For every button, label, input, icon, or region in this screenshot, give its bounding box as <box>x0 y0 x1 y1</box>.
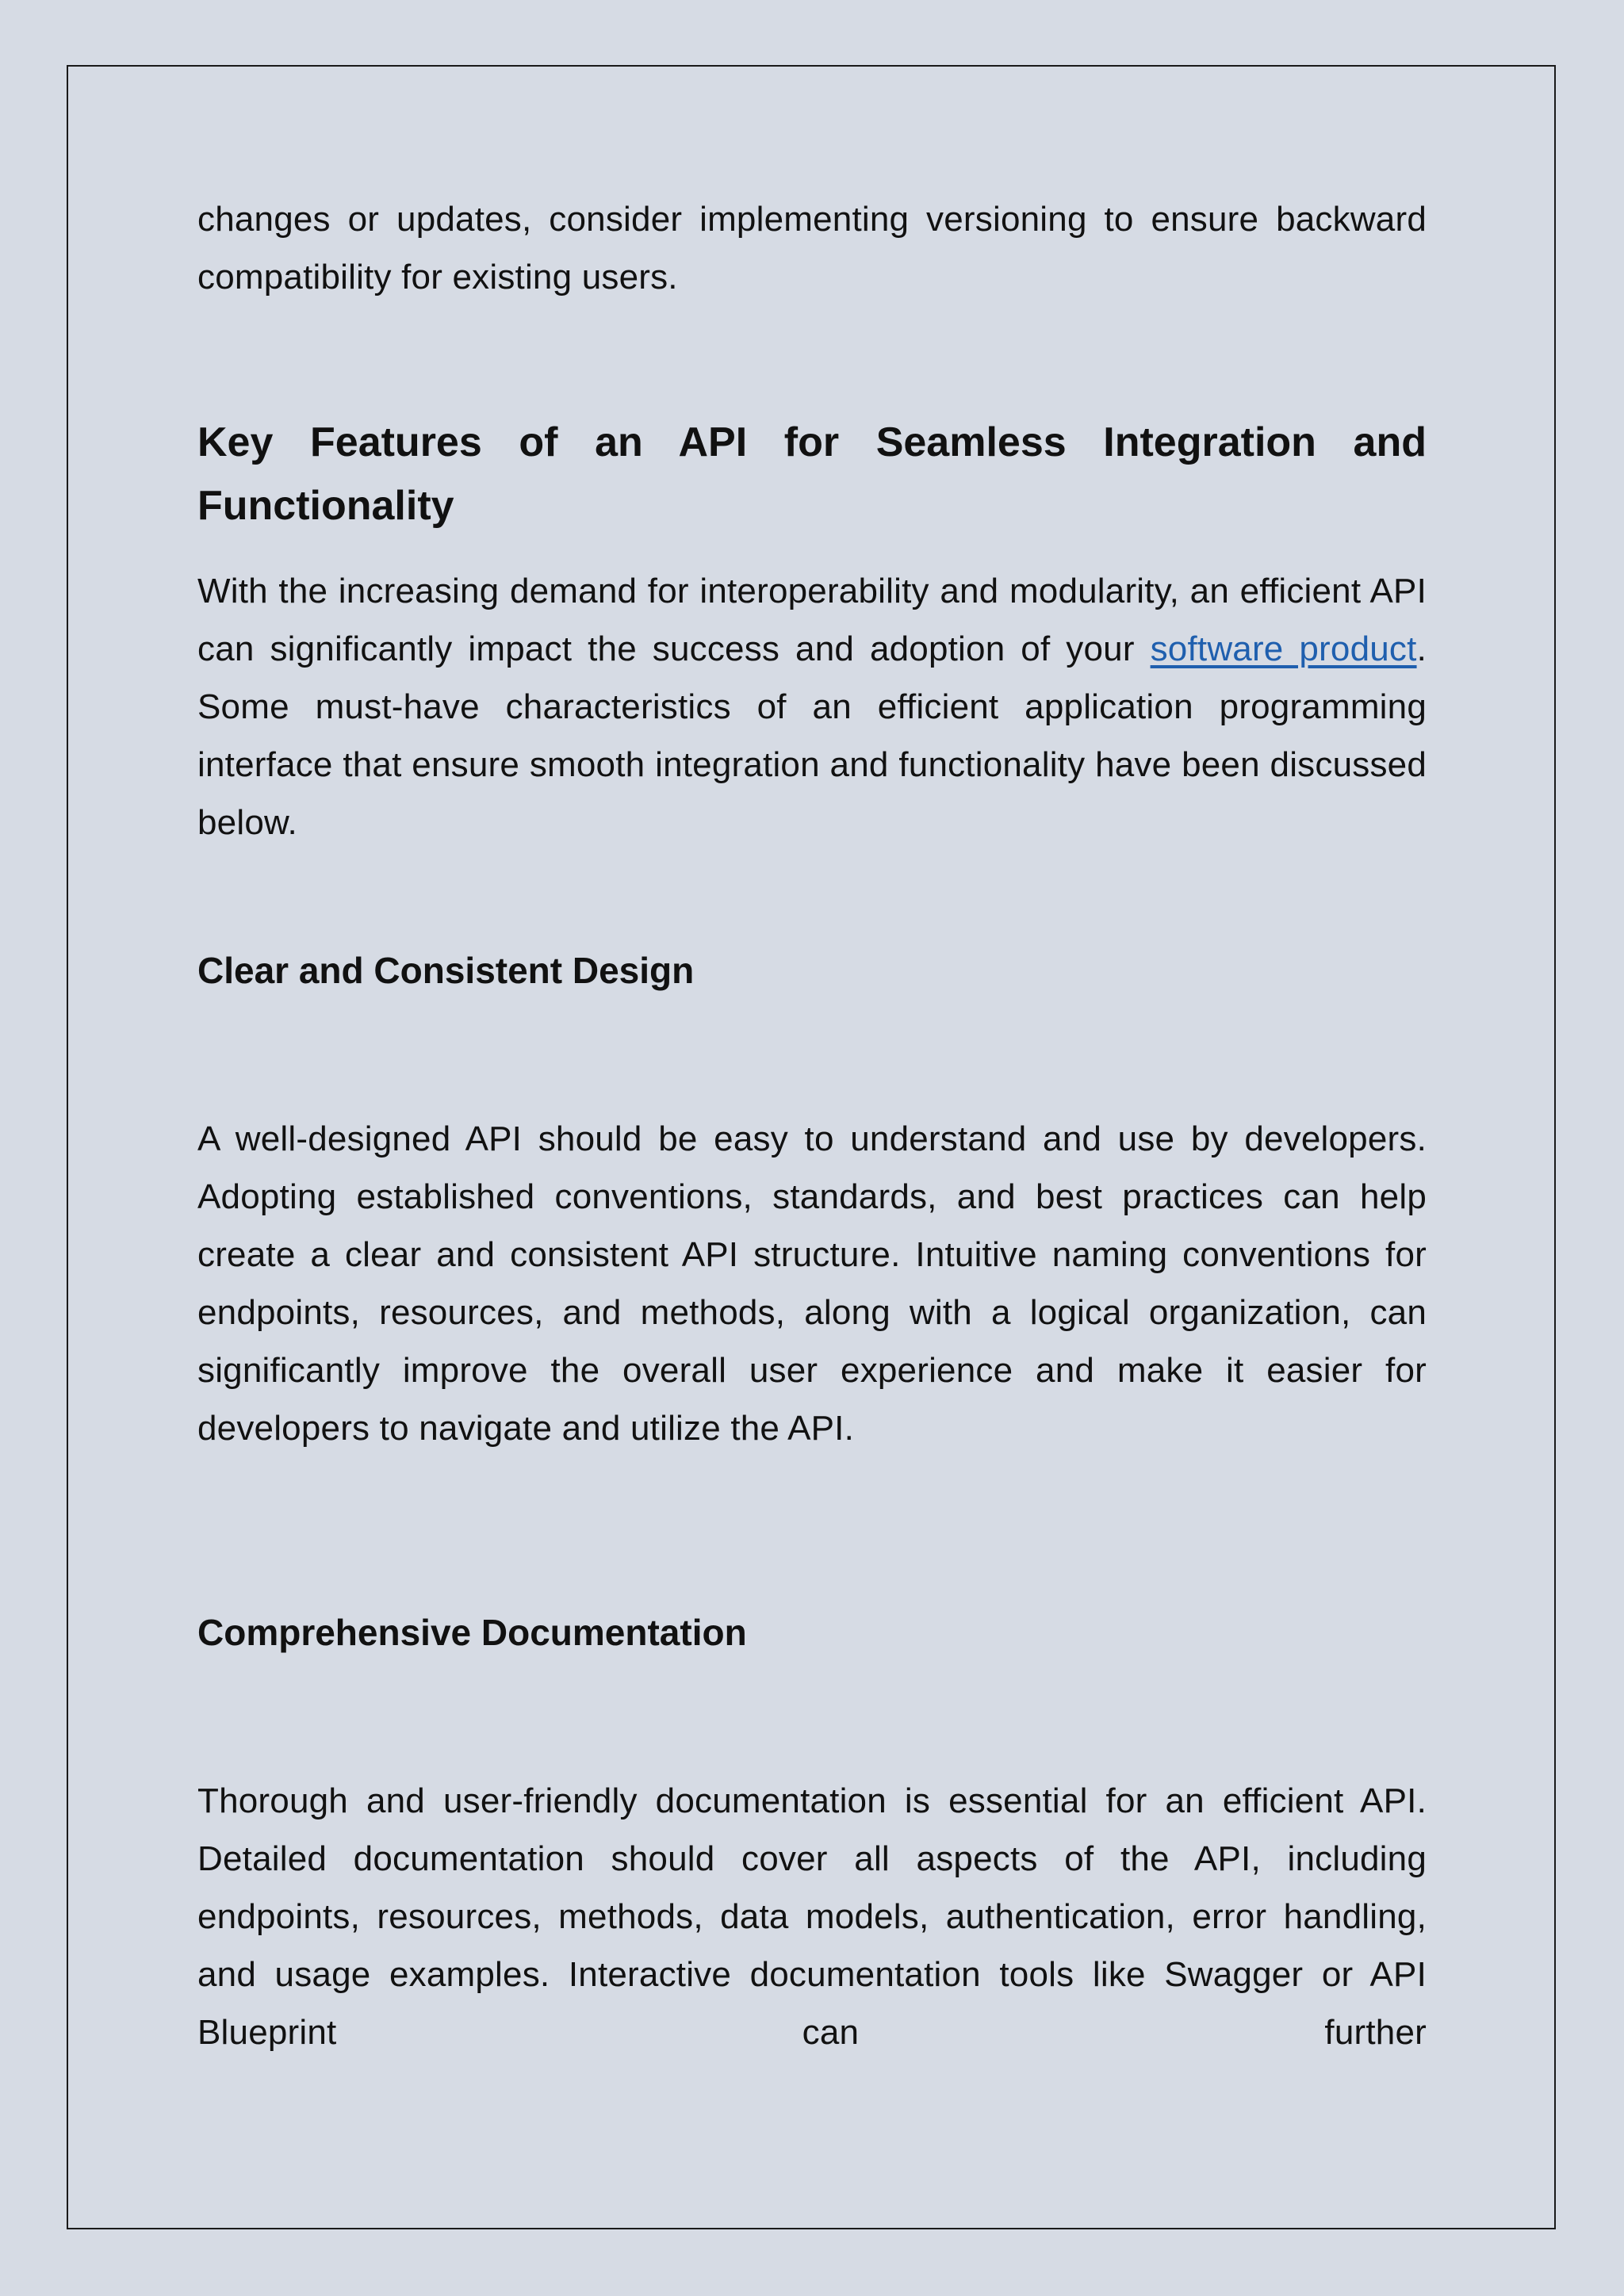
section-heading-documentation: Comprehensive Documentation <box>197 1612 747 1653</box>
overview-paragraph <box>197 562 1427 851</box>
section-heading-clear-design: Clear and Consistent Design <box>197 950 695 991</box>
intro-paragraph: changes or updates, consider implementing versioning to ensure backward compatibility for existing users. <box>197 200 1427 297</box>
overview-text-before-link: With the increasing demand for interoperability and modularity, an efficient API can significantly impact the success and adoption of your <box>197 572 1427 668</box>
software-product-link[interactable]: software product <box>1150 629 1417 668</box>
main-heading: Key Features of an API for Seamless Integration and Functionality <box>197 419 1427 529</box>
section-body-documentation: Thorough and user-friendly documentation is essential for an efficient API. Detailed documentation should cover all aspects of the API, including endpoints, resources, methods, data models, authentication, error handling, and usage examples. Interactive documentation tools like Swagger or API Blueprint can further <box>197 1781 1427 2052</box>
overview-text-after-link: . Some must-have characteristics of an efficient application programming interface that ensure smooth integration and functionality have been discussed below. <box>197 629 1427 842</box>
section-body-clear-design: A well-designed API should be easy to understand and use by developers. Adopting established conventions, standards, and best practices can help create a clear and consistent API structure. Intuitive naming conventions for endpoints, resources, and methods, along with a logical organization, can significantly improve the overall user experience and make it easier for developers to navigate and utilize the API. <box>197 1119 1427 1448</box>
